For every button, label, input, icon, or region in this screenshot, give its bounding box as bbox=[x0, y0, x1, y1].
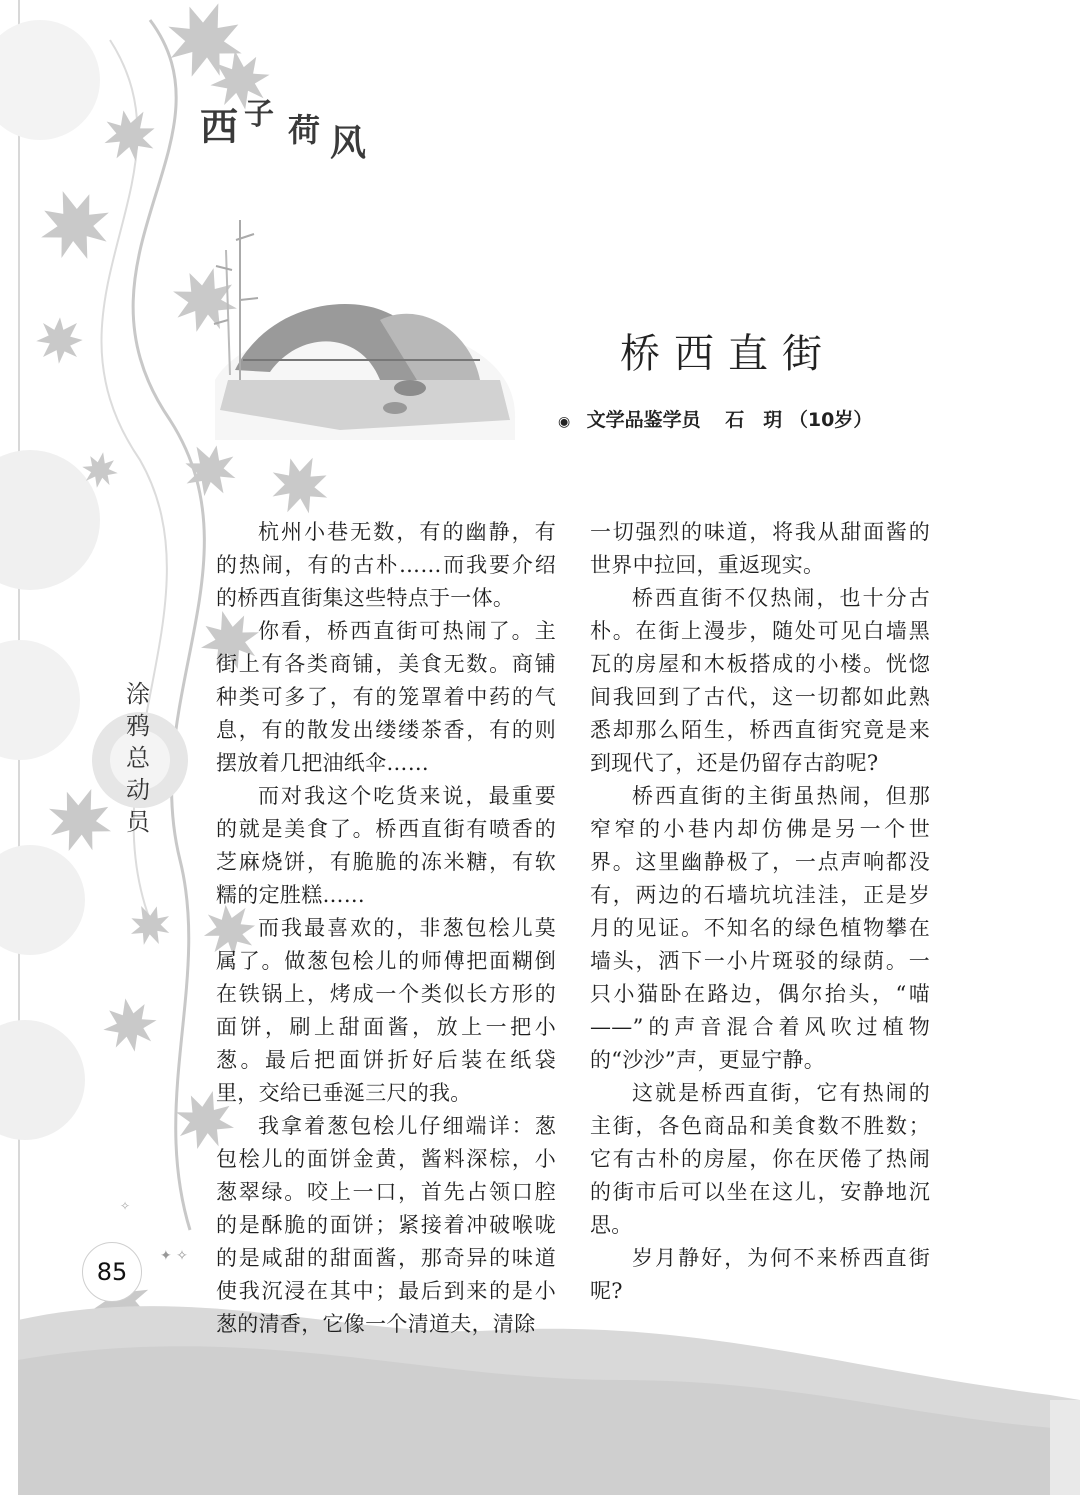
side-label-char: 动 bbox=[126, 776, 150, 804]
paragraph: 我拿着葱包桧儿仔细端详：葱包桧儿的面饼金黄，酱料深棕，小葱翠绿。咬上一口，首先占领口腔的是酥脆的面饼；紧接着冲破喉咙的是咸甜的甜面酱，那奇异的味道使我沉浸在其中；最后到来的是小葱的清香，它像一个清道夫，清除 bbox=[216, 1114, 556, 1336]
body-column-left bbox=[216, 516, 556, 1341]
paragraph: 桥西直街不仅热闹，也十分古朴。在街上漫步，随处可见白墙黑瓦的房屋和木板搭成的小楼。恍惚间我回到了古代，这一切都如此熟悉却那么陌生，桥西直街究竟是来到现代了，还是仍留存古韵呢? bbox=[590, 586, 930, 775]
section-title bbox=[200, 97, 400, 170]
svg-text:✧: ✧ bbox=[120, 1199, 131, 1213]
side-label-char: 鸦 bbox=[126, 712, 150, 740]
page-number: 85 bbox=[82, 1242, 142, 1302]
section-title-char: 风 bbox=[330, 123, 367, 164]
section-title-char: 西 bbox=[200, 105, 239, 149]
section-title-char: 子 bbox=[244, 97, 274, 132]
body-column-right bbox=[590, 516, 930, 1308]
author-name: 石 玥 bbox=[725, 409, 783, 431]
paragraph: 岁月静好，为何不来桥西直街呢? bbox=[590, 1246, 930, 1303]
paragraph: 而我最喜欢的，非葱包桧儿莫属了。做葱包桧儿的师傅把面糊倒在铁锅上，烤成一个类似长方形的面饼，刷上甜面酱，放上一把小葱。最后把面饼折好后装在纸袋里，交给已垂涎三尺的我。 bbox=[216, 916, 556, 1105]
author-age: （10岁） bbox=[788, 409, 873, 431]
side-label-char: 员 bbox=[126, 808, 150, 836]
paragraph: 你看，桥西直街可热闹了。主街上有各类商铺，美食无数。商铺种类可多了，有的笼罩着中药的气息，有的散发出缕缕茶香，有的则摆放着几把油纸伞…… bbox=[216, 619, 556, 775]
paragraph: 桥西直街的主街虽热闹，但那窄窄的小巷内却仿佛是另一个世界。这里幽静极了，一点声响都没有，两边的石墙坑坑洼洼，正是岁月的见证。不知名的绿色植物攀在墙头，洒下一小片斑驳的绿荫。一只小猫卧在路边，偶尔抬头，“喵——”的声音混合着风吹过植物的“沙沙”声，更显宁静。 bbox=[590, 784, 930, 1072]
side-label bbox=[118, 678, 158, 838]
section-title-char: 荷 bbox=[288, 111, 321, 149]
paragraph: 一切强烈的味道，将我从甜面酱的世界中拉回，重返现实。 bbox=[590, 520, 930, 577]
side-label-char: 总 bbox=[126, 744, 150, 772]
article-title: 桥西直街 bbox=[620, 331, 836, 377]
bullet-icon: ◉ bbox=[558, 414, 571, 430]
side-label-char: 涂 bbox=[126, 680, 150, 708]
svg-text:✦ ✧: ✦ ✧ bbox=[160, 1248, 188, 1264]
author-role: 文学品鉴学员 bbox=[586, 409, 701, 431]
bridge-illustration bbox=[214, 220, 515, 440]
paragraph: 而对我这个吃货来说，最重要的就是美食了。桥西直街有喷香的芝麻烧饼，有脆脆的冻米糖，有软糯的定胜糕…… bbox=[216, 784, 556, 907]
paragraph: 杭州小巷无数，有的幽静，有的热闹，有的古朴……而我要介绍的桥西直街集这些特点于一体。 bbox=[216, 520, 556, 610]
author-line bbox=[558, 405, 872, 432]
paragraph: 这就是桥西直街，它有热闹的主街，各色商品和美食数不胜数；它有古朴的房屋，你在厌倦了热闹的街市后可以坐在这儿，安静地沉思。 bbox=[590, 1081, 930, 1237]
